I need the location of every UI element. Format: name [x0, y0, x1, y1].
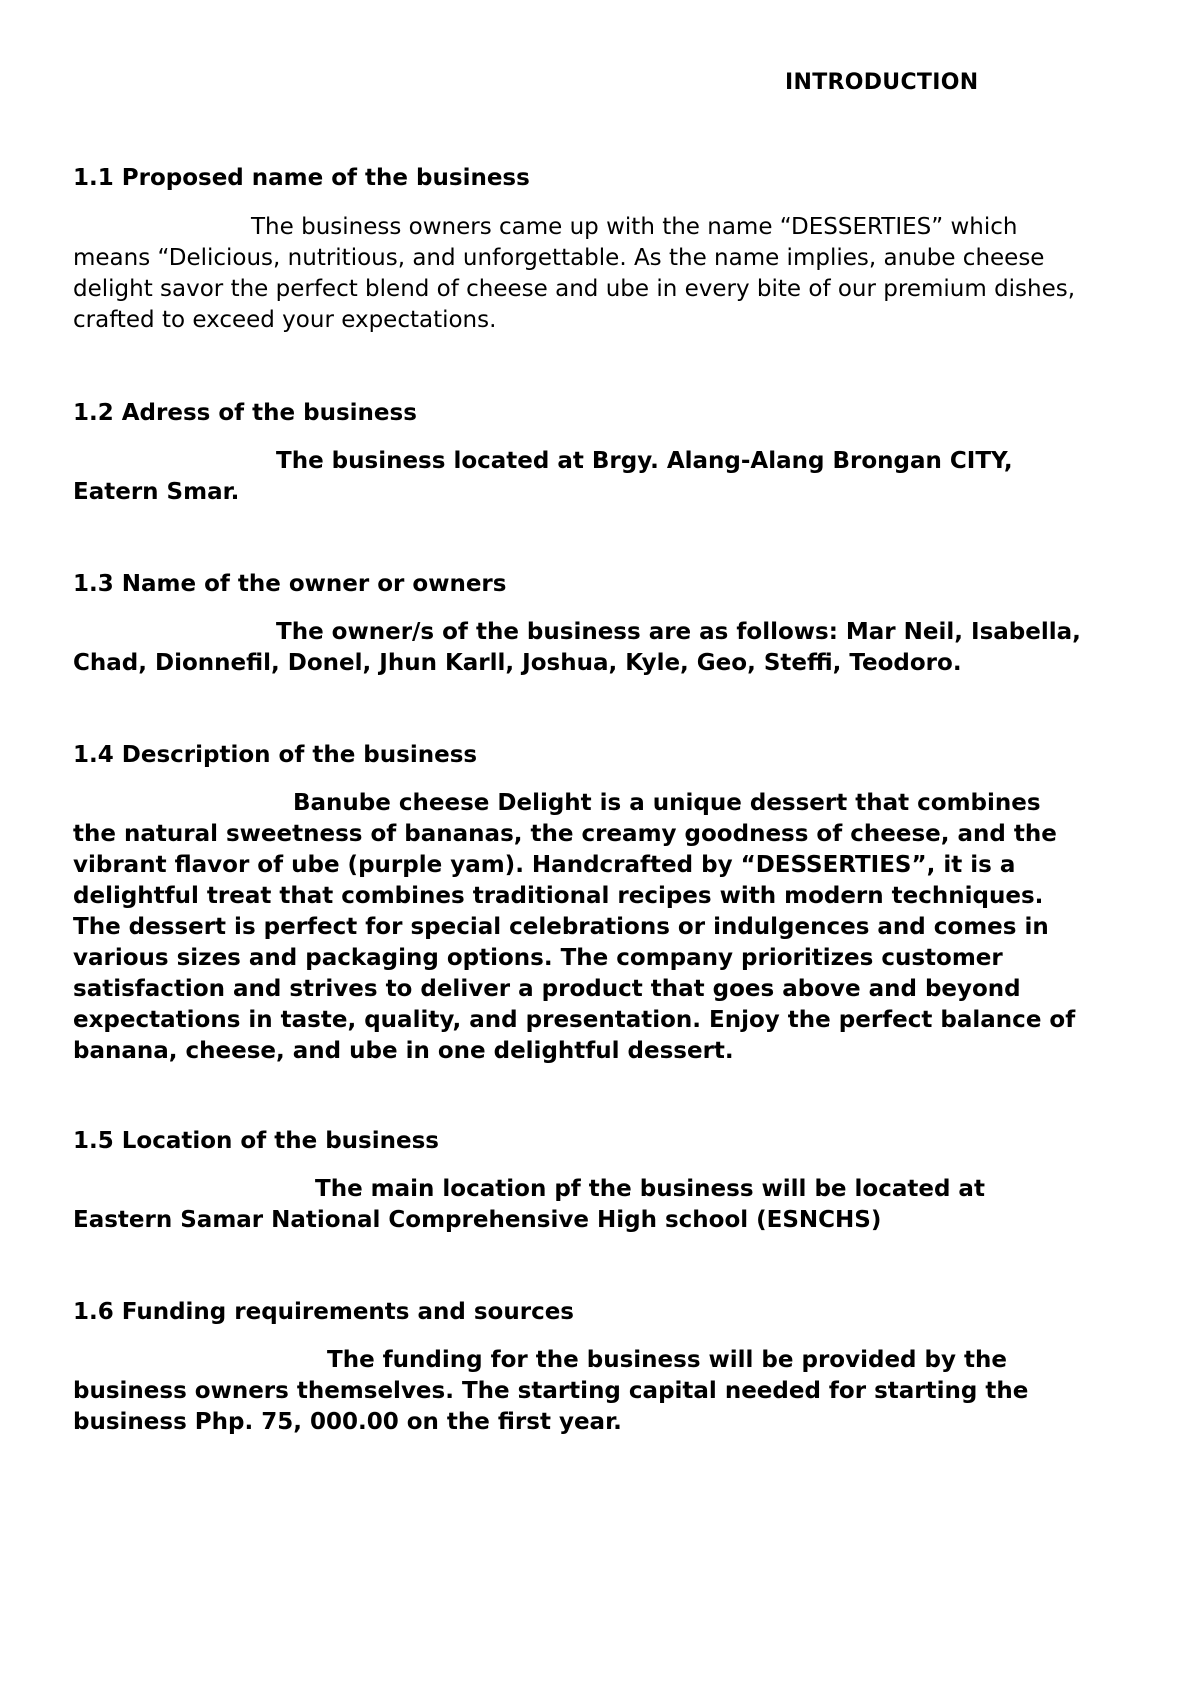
body-line: banana, cheese, and ube in one delightful dessert. [73, 1038, 734, 1064]
section-heading-1-2: 1.2 Adress of the business [73, 400, 417, 426]
body-line: The business located at Brgy. Alang-Alang Brongan CITY, [276, 448, 1013, 474]
section-heading-1-5: 1.5 Location of the business [73, 1128, 439, 1154]
section-heading-1-3: 1.3 Name of the owner or owners [73, 571, 507, 597]
section-body-1-3 [73, 617, 1153, 679]
body-line: Eastern Samar National Comprehensive High school (ESNCHS) [73, 1207, 882, 1233]
body-line: means “Delicious, nutritious, and unforgettable. As the name implies, anube cheese [73, 245, 1045, 271]
section-body-1-5 [73, 1174, 1153, 1236]
body-line: satisfaction and strives to deliver a product that goes above and beyond [73, 976, 1021, 1002]
section-body-1-2 [73, 446, 1153, 508]
body-line: Banube cheese Delight is a unique dessert that combines [293, 790, 1041, 816]
section-body-1-6 [73, 1345, 1153, 1438]
section-body-1-1 [73, 212, 1153, 336]
section-body-1-4 [73, 788, 1153, 1067]
body-line: expectations in taste, quality, and presentation. Enjoy the perfect balance of [73, 1007, 1076, 1033]
body-line: Chad, Dionnefil, Donel, Jhun Karll, Joshua, Kyle, Geo, Steffi, Teodoro. [73, 650, 962, 676]
body-line: The main location pf the business will be located at [315, 1176, 985, 1202]
section-heading-1-6: 1.6 Funding requirements and sources [73, 1299, 574, 1325]
section-heading-1-4: 1.4 Description of the business [73, 742, 478, 768]
body-line: The funding for the business will be provided by the [327, 1347, 1007, 1373]
body-line: The business owners came up with the name “DESSERTIES” which [251, 214, 1018, 240]
body-line: vibrant flavor of ube (purple yam). Handcrafted by “DESSERTIES”, it is a [73, 852, 1016, 878]
document-title: INTRODUCTION [785, 70, 979, 95]
body-line: business owners themselves. The starting capital needed for starting the [73, 1378, 1029, 1404]
body-line: the natural sweetness of bananas, the creamy goodness of cheese, and the [73, 821, 1057, 847]
body-line: business Php. 75, 000.00 on the first year. [73, 1409, 622, 1435]
body-line: delightful treat that combines traditional recipes with modern techniques. [73, 883, 1044, 909]
body-line: The owner/s of the business are as follows: Mar Neil, Isabella, [276, 619, 1081, 645]
body-line: The dessert is perfect for special celebrations or indulgences and comes in [73, 914, 1049, 940]
body-line: crafted to exceed your expectations. [73, 307, 497, 333]
section-heading-1-1: 1.1 Proposed name of the business [73, 165, 530, 191]
body-line: Eatern Smar. [73, 479, 240, 505]
body-line: various sizes and packaging options. The company prioritizes customer [73, 945, 1003, 971]
body-line: delight savor the perfect blend of cheese and ube in every bite of our premium dishes, [73, 276, 1076, 302]
